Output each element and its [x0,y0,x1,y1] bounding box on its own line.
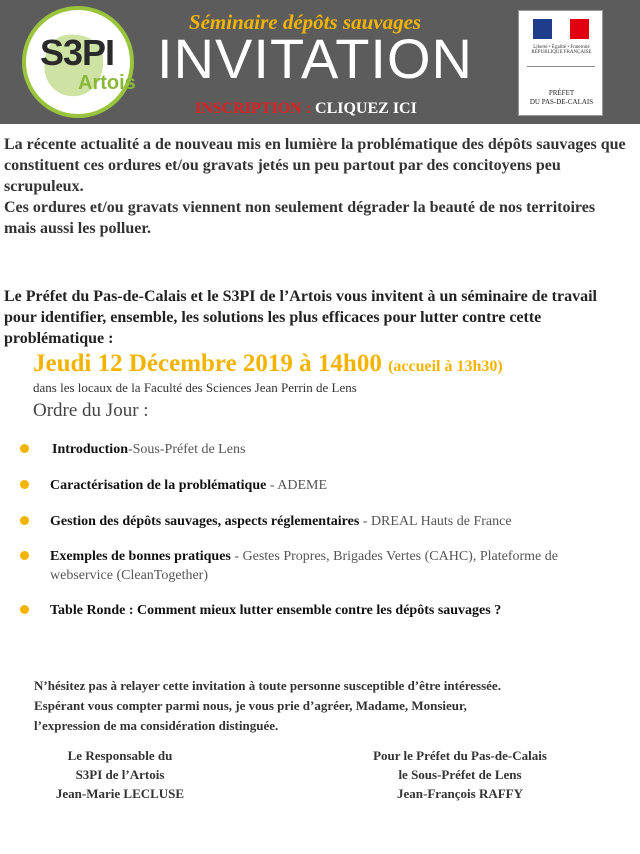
agenda-title: Caractérisation de la problématique [50,478,267,493]
intro-paragraph [4,134,629,239]
agenda-title: Introduction [52,442,128,457]
bullet-icon [20,551,29,560]
bullet-icon [20,480,29,489]
signature-line: Le Responsable du [67,748,173,763]
s3pi-logo [22,6,134,118]
prefet-logo [518,10,603,116]
signature-left [40,746,200,803]
seminar-title: Séminaire dépôts sauvages [188,10,422,34]
event-accueil: (accueil à 13h30) [388,358,503,375]
prefet-name: PRÉFET DU PAS-DE-CALAIS [529,89,594,106]
agenda-speaker: - DREAL Hauts de France [359,514,512,529]
agenda-speaker: -Sous-Préfet de Lens [127,442,246,457]
bullet-icon [20,605,29,614]
signature-line: Jean-François RAFFY [396,786,523,801]
intro-p2: Ces ordures et/ou gravats viennent non seulement dégrader la beauté de nos territoires mais aussi les polluer. [4,199,596,237]
agenda-title: Gestion des dépôts sauvages, aspects réglementaires [50,514,360,529]
agenda-heading: Ordre du Jour : [33,400,149,421]
invitation-title: INVITATION [157,27,473,90]
signature-line: le Sous-Préfet de Lens [398,767,522,782]
agenda-title: Table Ronde : Comment mieux lutter ensemble contre les dépôts sauvages ? [50,603,502,618]
signature-line: Pour le Préfet du Pas-de-Calais [373,748,547,763]
lead-paragraph: Le Préfet du Pas-de-Calais et le S3PI de l’Artois vous invitent à un séminaire de travail pour identifier, ensemble, les solutions les plus efficaces pour lutter contre cette problématique : [4,288,597,347]
inscription-link-text[interactable]: CLIQUEZ ICI [315,100,417,117]
header-band [0,0,640,124]
event-date-text: Jeudi 12 Décembre 2019 à 14h00 [33,350,382,377]
closing-paragraph [34,676,594,736]
logo-sub-text: Artois [78,72,136,94]
agenda-speaker: - Gestes Propres, Brigades Vertes (CAHC), Plateforme de webservice (CleanTogether) [50,549,558,583]
prefet-divider [527,66,595,67]
agenda-title: Exemples de bonnes pratiques [50,549,231,564]
signature-line: S3PI de l’Artois [75,767,165,782]
event-date [33,350,503,378]
bullet-icon [20,444,29,453]
logo-main-text: S3PI [40,32,115,73]
closing-line: l’expression de ma considération distinguée. [34,718,279,733]
signature-line: Jean-Marie LECLUSE [55,786,185,801]
signature-right [350,746,570,803]
closing-line: Espérant vous compter parmi nous, je vous prie d’agréer, Madame, Monsieur, [34,698,467,713]
agenda-speaker: - ADEME [266,478,328,493]
inscription-label: INSCRIPTION : [195,100,312,117]
prefet-devise: Liberté • Égalité • Fraternité RÉPUBLIQUE FRANÇAISE [531,45,592,55]
closing-line: N’hésitez pas à relayer cette invitation à toute personne susceptible d’être intéressée. [34,678,501,693]
marianne-flag-icon [533,19,589,39]
intro-p1: La récente actualité a de nouveau mis en lumière la problématique des dépôts sauvages que constituent ces ordures et/ou gravats jetés un peu partout par des concitoyens peu scrupuleux. [4,136,626,195]
bullet-icon [20,516,29,525]
inscription-link[interactable] [195,100,417,118]
event-location: dans les locaux de la Faculté des Sciences Jean Perrin de Lens [33,380,357,395]
